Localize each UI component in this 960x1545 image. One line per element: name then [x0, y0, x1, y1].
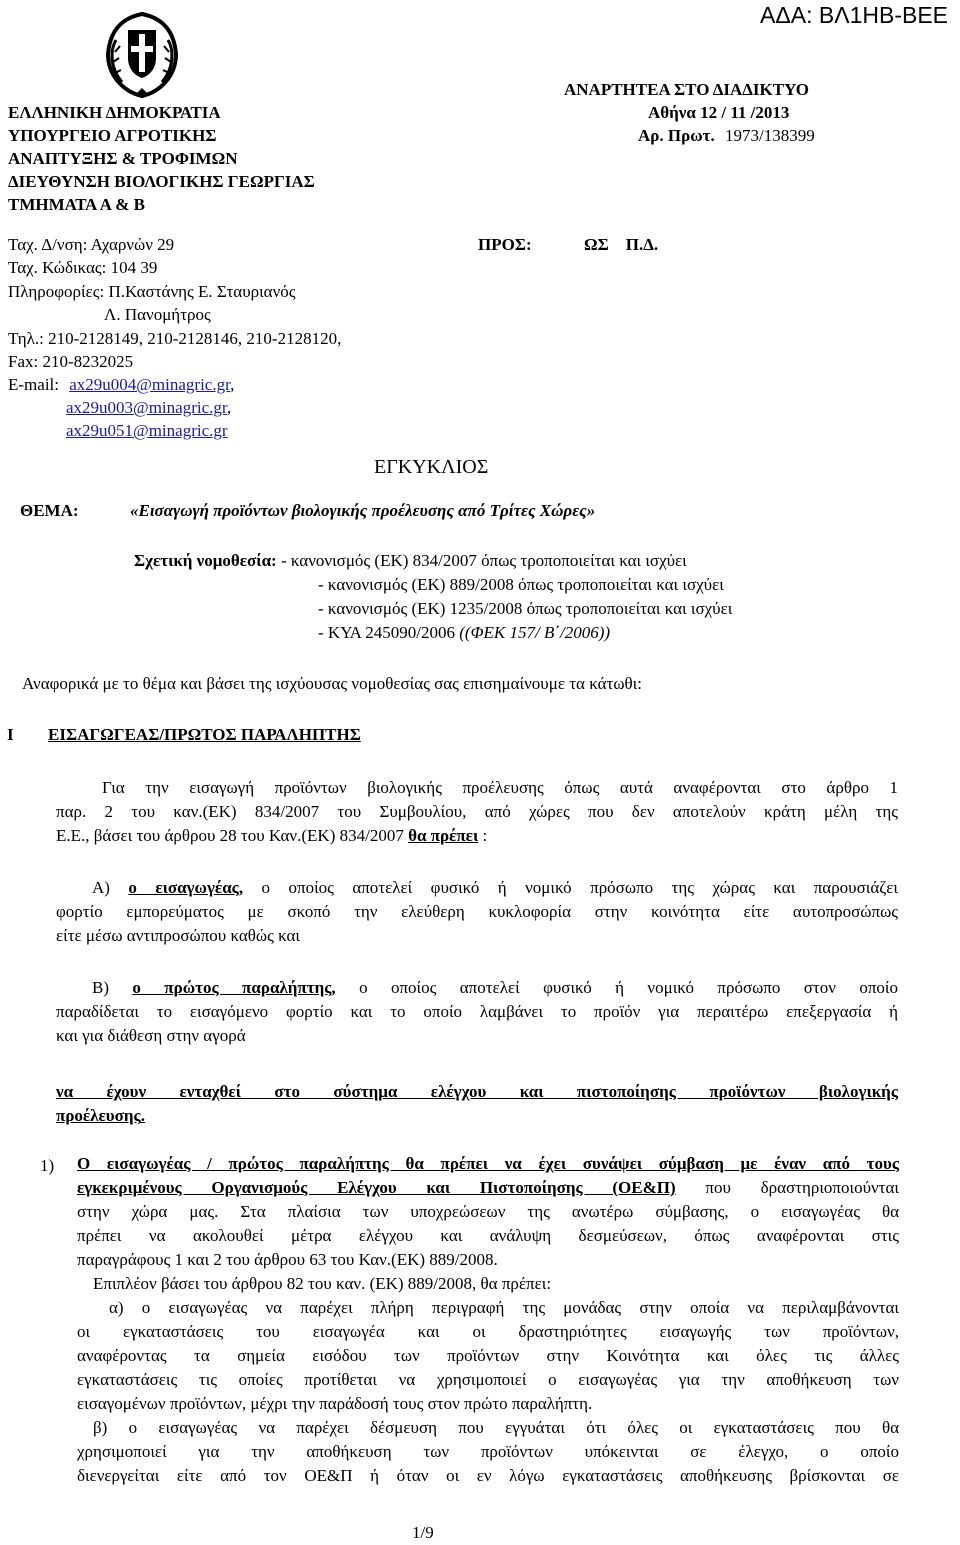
legislation-line-1 [134, 552, 687, 569]
paragraph-text: ο οποίος αποτελεί φυσικό ή νομικό πρόσωπο της χώρας και παρουσιάζει [243, 878, 898, 897]
requirement-text: προέλευσης [56, 1106, 141, 1125]
sender-line-5: ΤΜΗΜΑΤΑ Α & Β [8, 195, 145, 214]
contact-postcode: Ταχ. Κώδικας: 104 39 [8, 258, 158, 277]
section-title: ΕΙΣΑΓΩΓΕΑΣ/ΠΡΩΤΟΣ ΠΑΡΑΛΗΠΤΗΣ [48, 725, 361, 744]
item-1-b-line: διενεργείται είτε από τον ΟΕ&Π ή όταν οι εν λόγω εγκαταστάσεις αποθήκευσης βρίσκονται σε [77, 1466, 899, 1485]
paragraph-line: και για διάθεση στην αγορά [56, 1026, 246, 1045]
document-type: ΕΓΚΥΚΛΙΟΣ [374, 456, 489, 478]
subject-label: ΘΕΜΑ: [20, 501, 79, 520]
contact-fax: Fax: 210-8232025 [8, 352, 134, 371]
email-separator: , [226, 398, 232, 417]
paragraph-line: είτε μέσω αντιπροσώπου καθώς και [56, 926, 300, 945]
legislation-item-1: - κανονισμός (ΕΚ) 834/2007 όπως τροποποιείται και ισχύει [280, 551, 687, 570]
page-number: 1/9 [412, 1523, 434, 1542]
must-phrase: θα πρέπει [408, 826, 479, 845]
contact-email-row-2 [66, 399, 231, 416]
item-1-line: παραγράφους 1 και 2 του άρθρου 63 του Καν.(ΕΚ) 889/2008. [77, 1250, 498, 1269]
item-1-line: πρέπει να ακολουθεί μέτρα ελέγχου και ανάλυψη δεσμεύσεων, όπως αναφέρονται στις [77, 1226, 899, 1245]
contact-address: Ταχ. Δ/νση: Αχαρνών 29 [8, 235, 175, 254]
paragraph-importer [56, 876, 898, 948]
sender-line-1: ΕΛΛΗΝΙΚΗ ΔΗΜΟΚΡΑΤΙΑ [8, 103, 221, 122]
section-number: Ι [7, 725, 14, 744]
contact-info: Πληροφορίες: Π.Καστάνης Ε. Σταυριανός [8, 282, 296, 301]
item-1-body [77, 1152, 899, 1488]
item-letter: Β) [92, 978, 133, 997]
requirement-end: . [140, 1106, 145, 1125]
legislation-item-2: - κανονισμός (ΕΚ) 889/2008 όπως τροποποιείται και ισχύει [318, 575, 724, 594]
paragraph-intro [56, 776, 898, 848]
item-1-text: που δραστηριοποιούνται [675, 1178, 899, 1197]
item-letter: Α) [92, 878, 129, 897]
place-date: Αθήνα 12 / 11 /2013 [648, 103, 790, 122]
paragraph-end: : [478, 826, 488, 845]
paragraph-line: φορτίο εμπορεύματος με σκοπό την ελεύθερη κυκλοφορία στην κοινότητα είτε αυτοπροσώπως [56, 902, 898, 921]
contact-info-2: Λ. Πανομήτρος [104, 305, 211, 324]
consignee-term: ο πρώτος παραλήπτης, [132, 978, 336, 997]
importer-term: ο εισαγωγέας, [128, 878, 244, 897]
paragraph-text: Ε.Ε., βάσει του άρθρου 28 του Καν.(ΕΚ) 834/2007 [56, 826, 409, 845]
control-bodies: εγκεκριμένους Οργανισμούς Ελέγχου και Πιστοποίησης (ΟΕ&Π) [77, 1178, 676, 1197]
item-1-b-line: β) ο εισαγωγέας να παρέχει δέσμευση που εγγυάται ότι όλες οι εγκαταστάσεις που θα [93, 1418, 899, 1437]
protocol-label: Αρ. Πρωτ. [638, 126, 715, 145]
paragraph-text: ο οποίος αποτελεί φυσικό ή νομικό πρόσωπο στον οποίο [335, 978, 899, 997]
kya-reference: ((ΦΕΚ 157/ Β΄/2006)) [459, 623, 611, 642]
legislation-label: Σχετική νομοθεσία: [134, 551, 277, 570]
item-1-line: Ο εισαγωγέας / πρώτος παραλήπτης θα πρέπει να έχει συνάψει σύμβαση με έναν από τους [77, 1154, 899, 1173]
kya-text: - ΚΥΑ 245090/2006 [318, 623, 460, 642]
item-1-b-line: χρησιμοποιεί για την αποθήκευση των προϊόντων υπόκεινται σε έλεγχο, ο οποίο [77, 1442, 899, 1461]
requirement-statement [56, 1080, 898, 1128]
item-1-a-line: εισαγομένων προϊόντων, μέχρι την παράδοσή τους στον πρώτο παραλήπτη. [77, 1394, 593, 1413]
paragraph-line: παρ. 2 του καν.(ΕΚ) 834/2007 του Συμβουλίου, από χώρες που δεν αποτελούν κράτη μέλη της [56, 802, 898, 821]
email-separator: , [230, 375, 235, 394]
email-label: E-mail: [8, 375, 59, 394]
paragraph-first-consignee [56, 976, 898, 1048]
item-1-a-line: εγκαταστάσεις τις οποίες προτίθεται να χρησιμοποιεί ο εισαγωγέας για την αποθήκευση των [77, 1370, 899, 1389]
item-1-line: Επιπλέον βάσει του άρθρου 82 του καν. (ΕΚ) 889/2008, θα πρέπει: [93, 1274, 552, 1293]
contact-email-row-3 [66, 422, 228, 439]
legislation-item-4 [318, 624, 610, 641]
legislation-item-3: - κανονισμός (ΕΚ) 1235/2008 όπως τροποποιείται και ισχύει [318, 599, 733, 618]
recipient-value: ΩΣ Π.Δ. [584, 235, 659, 254]
item-1-number: 1) [40, 1156, 55, 1175]
requirement-line-2 [56, 1104, 898, 1128]
sender-line-4: ΔΙΕΥΘΥΝΣΗ ΒΙΟΛΟΓΙΚΗΣ ΓΕΩΡΓΙΑΣ [8, 172, 315, 191]
email-link-2[interactable]: ax29u003@minagric.gr [66, 398, 227, 417]
email-link-1[interactable]: ax29u004@minagric.gr [69, 375, 231, 394]
greek-coat-of-arms-icon [92, 10, 192, 98]
item-1-line-2 [77, 1176, 899, 1200]
requirement-line: να έχουν ενταχθεί στο σύστημα ελέγχου και πιστοποίησης προϊόντων βιολογικής [56, 1082, 898, 1101]
item-1-line: στην χώρα μας. Στα πλαίσια των υποχρεώσεων της ανωτέρω σύμβασης, ο εισαγωγέας θα [77, 1202, 899, 1221]
protocol-number: 1973/138399 [724, 126, 815, 145]
recipient-label: ΠΡΟΣ: [478, 235, 532, 254]
sender-line-3: ΑΝΑΠΤΥΞΗΣ & ΤΡΟΦΙΜΩΝ [8, 149, 238, 168]
paragraph-line: παραδίδεται το εισαγόμενο φορτίο και το οποίο λαμβάνει το προϊόν για περαιτέρω επεξεργασία ή [56, 1002, 898, 1021]
subject-text: «Εισαγωγή προϊόντων βιολογικής προέλευσης από Τρίτες Χώρες» [130, 501, 596, 520]
paragraph-line-1 [92, 876, 898, 900]
contact-phone: Τηλ.: 210-2128149, 210-2128146, 210-2128120, [8, 329, 342, 348]
email-link-3[interactable]: ax29u051@minagric.gr [66, 421, 228, 440]
protocol [638, 127, 815, 144]
item-1-a-line: οι εγκαταστάσεις του εισαγωγέα και οι δραστηριότητες εισαγωγής των προϊόντων, [77, 1322, 899, 1341]
post-online-note: ΑΝΑΡΤΗΤΕΑ ΣΤΟ ΔΙΑΔΙΚΤΥΟ [564, 80, 809, 99]
paragraph-line: Για την εισαγωγή προϊόντων βιολογικής προέλευσης όπως αυτά αναφέρονται στο άρθρο 1 [102, 778, 898, 797]
ada-code: ΑΔΑ: ΒΛ1ΗΒ-ΒΕΕ [760, 2, 948, 28]
paragraph-line-1 [92, 976, 898, 1000]
item-1-a-line: αναφέροντας τα σημεία εισόδου των προϊόντων στην Κοινότητα και όλες τις άλλες [77, 1346, 899, 1365]
intro-text: Αναφορικά με το θέμα και βάσει της ισχύουσας νομοθεσίας σας επισημαίνουμε τα κάτωθι: [22, 674, 642, 693]
sender-line-2: ΥΠΟΥΡΓΕΙΟ ΑΓΡΟΤΙΚΗΣ [8, 126, 217, 145]
contact-email-row [8, 376, 234, 393]
item-1-a-line: α) ο εισαγωγέας να παρέχει πλήρη περιγραφή της μονάδας στην οποία να περιλαμβάνονται [109, 1298, 899, 1317]
paragraph-line-3 [56, 824, 898, 848]
